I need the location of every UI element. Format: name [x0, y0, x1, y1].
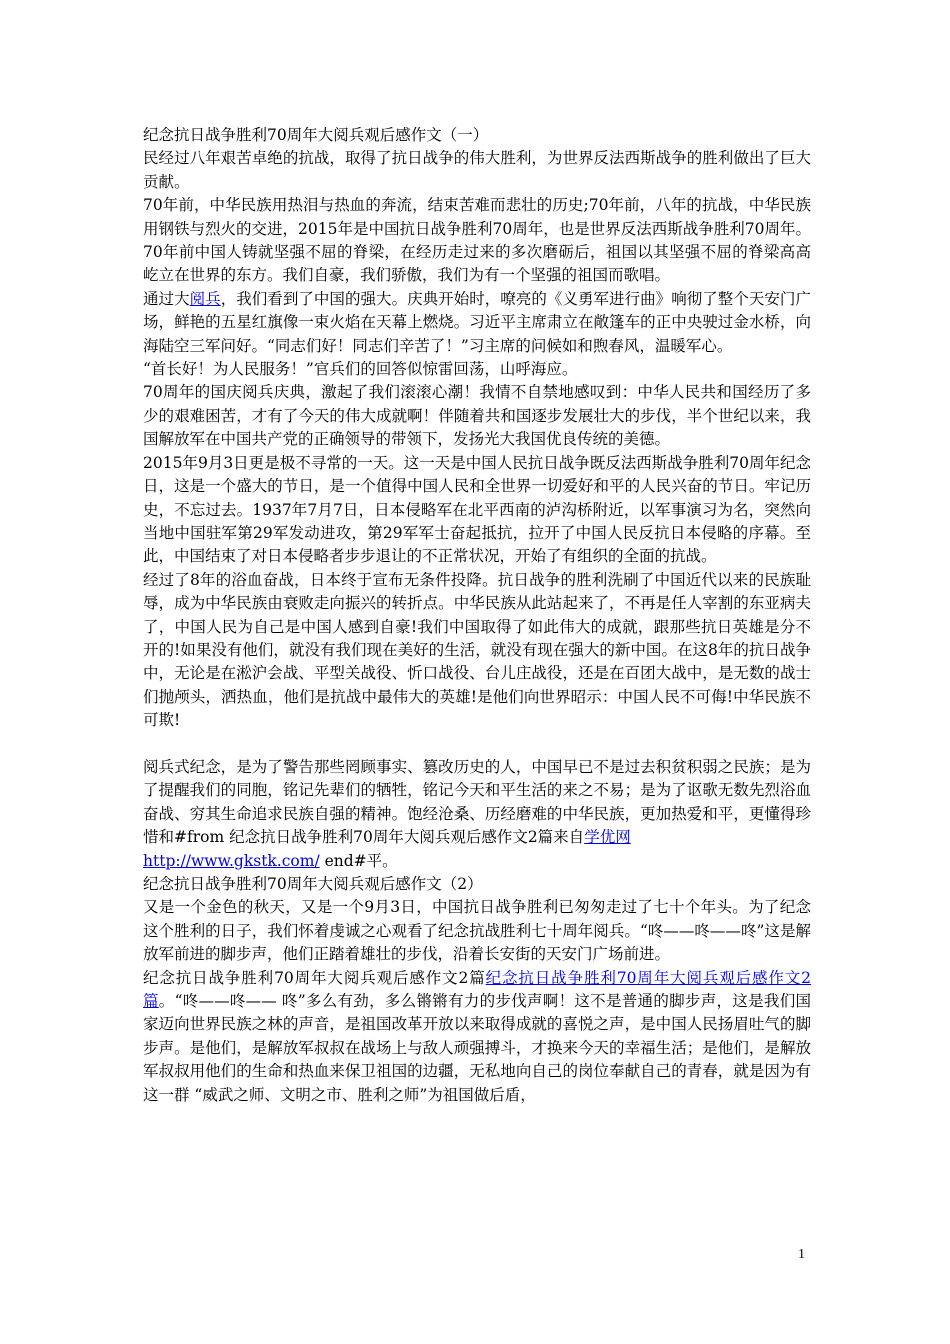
- site-name-link[interactable]: 学优网: [584, 828, 631, 847]
- paragraph-10-text-a: 纪念抗日战争胜利70周年大阅兵观后感作文2篇: [143, 968, 486, 987]
- paragraph-1: 民经过八年艰苦卓绝的抗战，取得了抗日战争的伟大胜利，为世界反法西斯战争的胜利做出了巨大贡献。: [143, 149, 811, 191]
- paragraph-8-text-b: end#平。: [319, 851, 398, 870]
- parade-link[interactable]: 阅兵: [189, 289, 221, 308]
- paragraph-3: [143, 288, 811, 358]
- paragraph-10: [143, 967, 811, 1107]
- paragraph-6: 2015年9月3日更是极不寻常的一天。这一天是中国人民抗日战争既反法西斯战争胜利70周年纪念日，这是一个盛大的节日，是一个值得中国人民和全世界一切爱好和平的人民兴奋的节日。牢记历史，不忘过去。1937年7月7日，日本侵略军在北平西南的泸沟桥附近，以军事演习为名，突然向当地中国驻军第29军发动进攻，第29军军士奋起抵抗，拉开了中国人民反抗日本侵略的序幕。至此，中国结束了对日本侵略者步步退让的不正常状况，开始了有组织的全面的抗战。: [143, 453, 811, 566]
- paragraph-2: 70年前，中华民族用热泪与热血的奔流，结束苦难而悲壮的历史;70年前，八年的抗战，中华民族用钢铁与烈火的交进，2015年是中国抗日战争胜利70周年，也是世界反法西斯战争胜利70周年。70年前中国人铸就坚强不屈的脊梁，在经历走过来的多次磨砺后，祖国以其坚强不屈的脊梁高高屹立在世界的东方。我们自豪，我们骄傲，我们为有一个坚强的祖国而歌唱。: [143, 196, 811, 285]
- section-title-2: 纪念抗日战争胜利70周年大阅兵观后感作文（2）: [143, 874, 483, 893]
- paragraph-9: 又是一个金色的秋天，又是一个9月3日，中国抗日战争胜利已匆匆走过了七十个年头。为了纪念这个胜利的日子，我们怀着虔诚之心观看了纪念抗战胜利七十周年阅兵。“咚——咚——咚”这是解放军前进的脚步声，他们正踏着雄壮的步伐，沿着长安街的天安门广场前进。: [143, 898, 811, 964]
- paragraph-4: “首长好！为人民服务！”官兵们的回答似惊雷回荡，山呼海应。: [143, 360, 578, 379]
- paragraph-8: [143, 756, 811, 873]
- section-title-1: 纪念抗日战争胜利70周年大阅兵观后感作文（一）: [143, 126, 489, 144]
- paragraph-3-text-b: ，我们看到了中国的强大。庆典开始时，嘹亮的《义勇军进行曲》响彻了整个天安门广场，鲜艳的五星红旗像一束火焰在天幕上燃烧。习近平主席肃立在敞篷车的正中央驶过金水桥，向海陆空三军问好。“同志们好！同志们辛苦了！”习主席的问候如和煦春风，温暖军心。: [143, 289, 811, 355]
- paragraph-7: 经过了8年的浴血奋战，日本终于宣布无条件投降。抗日战争的胜利洗刷了中国近代以来的民族耻辱，成为中华民族由衰败走向振兴的转折点。中华民族从此站起来了，不再是任人宰割的东亚病夫了，中国人民为自己是中国人感到自豪!我们中国取得了如此伟大的成就，跟那些抗日英雄是分不开的!如果没有他们，就没有我们现在美好的生活，就没有现在强大的新中国。在这8年的抗日战争中，无论是在淞沪会战、平型关战役、忻口战役、台儿庄战役，还是在百团大战中，是无数的战士们抛颅头，洒热血，他们是抗战中最伟大的英雄!是他们向世界昭示：中国人民不可侮!中华民族不可欺!: [143, 570, 811, 730]
- paragraph-10-text-b: 。“咚——咚—— 咚”多么有劲，多么锵锵有力的步伐声啊！这不是普通的脚步声，这是我们国家迈向世界民族之林的声音，是祖国改革开放以来取得成就的喜悦之声，是中国人民扬眉吐气的脚步声。是他们，是解放军叔叔在战场上与敌人顽强搏斗，才换来今天的幸福生活；是他们，是解放军叔叔用他们的生命和热血来保卫祖国的边疆，无私地向自己的岗位奉献自己的青春，就是因为有这一群 “威武之师、文明之市、胜利之师”为祖国做后盾，: [143, 992, 811, 1104]
- document-body: [143, 124, 811, 1107]
- paragraph-8-text-a: 阅兵式纪念，是为了警告那些罔顾事实、篡改历史的人，中国早已不是过去积贫积弱之民族；是为了提醒我们的同胞，铭记先辈们的牺牲，铭记今天和平生活的来之不易；是为了讴歌无数先烈浴血奋战、穷其生命追求民族自强的精神。饱经沧桑、历经磨难的中华民族，更加热爱和平，更懂得珍惜和#from 纪念抗日战争胜利70周年大阅兵观后感作文2篇来自: [143, 757, 811, 847]
- paragraph-5: 70周年的国庆阅兵庆典，激起了我们滚滚心潮！我情不自禁地感叹到：中华人民共和国经历了多少的艰难困苦，才有了今天的伟大成就啊！伴随着共和国逐步发展壮大的步伐，半个世纪以来，我国解放军在中国共产党的正确领导的带领下，发扬光大我国优良传统的美德。: [143, 383, 811, 449]
- page-number: 1: [798, 1247, 805, 1262]
- article-link[interactable]: 纪念抗日战争胜利70周年大阅兵观后感作文2篇: [143, 968, 812, 1011]
- blank-line: [143, 733, 811, 756]
- paragraph-3-text-a: 通过大: [143, 289, 190, 308]
- site-url-link[interactable]: http://www.gkstk.com/: [143, 851, 320, 870]
